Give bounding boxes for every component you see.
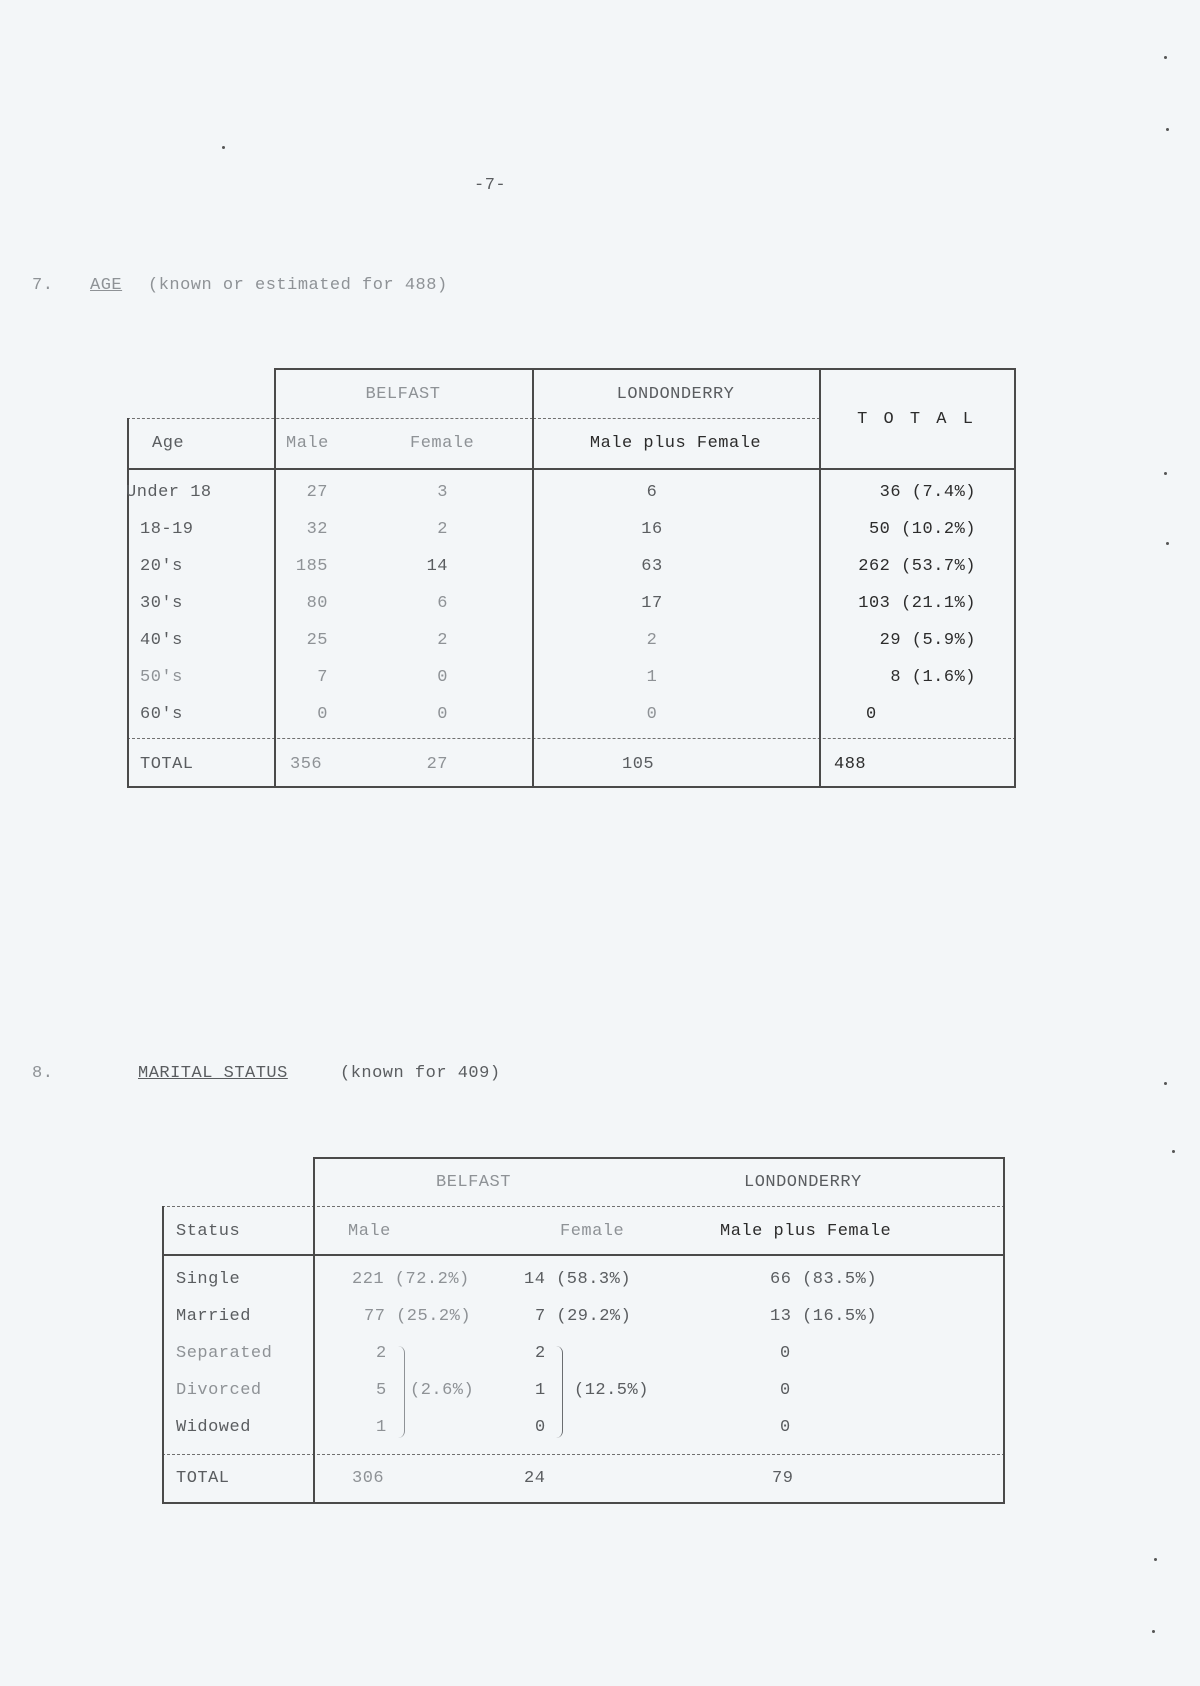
marital-total-label: TOTAL [176,1469,230,1488]
scan-speck [1164,472,1167,475]
age-row-female: 14 [426,557,448,576]
scan-speck [222,146,225,149]
age-table-col-divider [819,368,821,788]
age-row-female: 2 [437,520,448,539]
marital-row-ld: 0 [780,1418,791,1437]
marital-total-male: 306 [352,1469,385,1488]
marital-row-male: 1 [376,1418,387,1437]
age-table-top-border [274,368,1016,370]
age-row-label: 30's [140,594,183,613]
marital-table-top-border [313,1157,1005,1159]
age-row-female: 3 [437,483,448,502]
age-row-ld: 1 [646,668,658,687]
marital-heading: MARITAL STATUS [138,1064,288,1083]
age-table-col-divider [274,368,276,788]
marital-table-total-line [162,1454,1005,1455]
age-total-male: 356 [290,755,323,774]
age-row-label: 20's [140,557,183,576]
age-row-label: 40's [140,631,183,650]
page-number: -7- [474,176,507,195]
marital-col-male: Male [348,1222,391,1241]
marital-belfast-header: BELFAST [436,1173,511,1192]
age-row-ld: 2 [646,631,658,650]
age-heading: AGE [90,276,123,295]
marital-table-right-border [1003,1157,1005,1504]
age-row-label: 18-19 [140,520,194,539]
age-row-label: 60's [140,705,183,724]
age-row-ld: 0 [646,705,658,724]
age-table-header-bottom [127,468,1016,470]
age-row-male: 25 [306,631,328,650]
marital-row-male: 221 (72.2%) [352,1270,470,1289]
age-table-bottom-border [127,786,1016,788]
marital-row-female: 7 (29.2%) [535,1307,632,1326]
marital-row-female: 0 [535,1418,546,1437]
scan-speck [1172,1150,1175,1153]
age-row-ld: 6 [646,483,658,502]
age-item-number: 7. [32,276,54,295]
marital-table-header-line [162,1206,1005,1207]
marital-table-header-bottom [162,1254,1005,1256]
scan-speck [1164,1082,1167,1085]
marital-row-label: Divorced [176,1381,262,1400]
age-row-female: 0 [437,668,448,687]
marital-row-male: 2 [376,1344,387,1363]
age-row-female: 6 [437,594,448,613]
age-col-female: Female [410,434,475,453]
marital-table-bottom-border [162,1502,1005,1504]
age-total-label: TOTAL [140,755,194,774]
age-row-female: 0 [437,705,448,724]
age-row-total: 36 (7.4%) [879,483,976,502]
marital-row-male: 5 [376,1381,387,1400]
age-row-male: 32 [306,520,328,539]
marital-row-ld: 0 [780,1381,791,1400]
age-row-male: 7 [317,668,328,687]
marital-row-female: 14 (58.3%) [524,1270,632,1289]
age-table-total-line [127,738,1016,739]
age-row-total: 262 (53.7%) [858,557,976,576]
age-row-total: 103 (21.1%) [858,594,976,613]
marital-row-male: 77 (25.2%) [364,1307,472,1326]
marital-col-female: Female [560,1222,625,1241]
age-row-ld: 16 [641,520,663,539]
marital-table-left-border [162,1206,164,1504]
age-table-header-line [127,418,533,419]
age-row-ld: 17 [641,594,663,613]
age-table-left-border [127,418,129,788]
scan-speck [1154,1558,1157,1561]
age-col-age: Age [152,434,185,453]
age-row-total: 29 (5.9%) [879,631,976,650]
age-row-male: 185 [295,557,328,576]
age-row-total: 8 (1.6%) [890,668,976,687]
male-group-bracket [398,1346,405,1438]
age-row-male: 0 [317,705,328,724]
male-group-percent: (2.6%) [410,1381,475,1400]
marital-col-status: Status [176,1222,241,1241]
marital-note: (known for 409) [340,1064,501,1083]
female-group-bracket [556,1346,563,1438]
age-row-male: 27 [306,483,328,502]
marital-row-label: Married [176,1307,251,1326]
marital-row-ld: 0 [780,1344,791,1363]
age-row-male: 80 [306,594,328,613]
marital-row-label: Separated [176,1344,273,1363]
age-table-header-line-ld [533,418,820,419]
marital-row-female: 2 [535,1344,546,1363]
age-row-label: 50's [140,668,183,687]
scan-speck [1166,542,1169,545]
marital-row-female: 1 [535,1381,546,1400]
marital-total-female: 24 [524,1469,546,1488]
age-belfast-header: BELFAST [365,385,441,404]
marital-col-male-plus-female: Male plus Female [720,1222,892,1241]
age-table-right-border [1014,368,1016,788]
age-row-ld: 63 [641,557,663,576]
marital-row-label: Widowed [176,1418,251,1437]
age-londonderry-header: LONDONDERRY [616,385,735,404]
scan-speck [1166,128,1169,131]
age-table-col-divider [532,368,534,788]
age-row-total: 0 [866,705,877,724]
marital-row-label: Single [176,1270,241,1289]
marital-row-ld: 66 (83.5%) [770,1270,878,1289]
female-group-percent: (12.5%) [574,1381,649,1400]
age-col-male: Male [286,434,329,453]
age-row-total: 50 (10.2%) [868,520,976,539]
age-row-label: Under 18 [126,483,212,502]
marital-table-col-divider [313,1157,315,1504]
age-total-header: T O T A L [857,410,976,429]
scan-speck [1152,1630,1155,1633]
age-col-male-plus-female: Male plus Female [589,434,762,453]
age-total-ld: 105 [622,755,655,774]
marital-total-ld: 79 [772,1469,794,1488]
marital-londonderry-header: LONDONDERRY [744,1173,862,1192]
marital-row-ld: 13 (16.5%) [770,1307,878,1326]
age-total-female: 27 [426,755,448,774]
age-note: (known or estimated for 488) [148,276,448,295]
scan-speck [1164,56,1167,59]
marital-item-number: 8. [32,1064,54,1083]
age-total-total: 488 [834,755,867,774]
age-row-female: 2 [437,631,448,650]
